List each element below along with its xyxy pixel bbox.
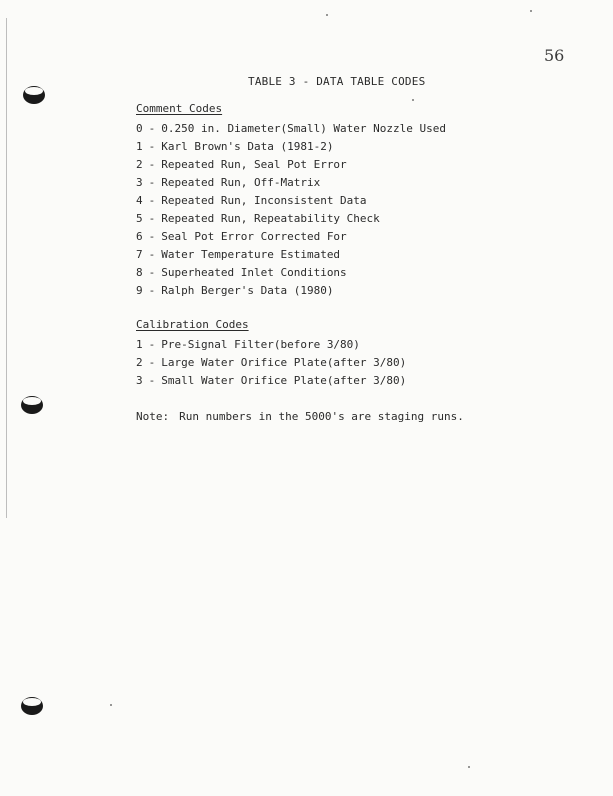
code-number: 1 (136, 338, 143, 351)
code-separator: - (148, 248, 156, 261)
scan-speck (530, 10, 532, 12)
code-number: 1 (136, 140, 143, 153)
code-separator: - (148, 176, 156, 189)
note (136, 410, 464, 423)
calibration-code-row (136, 337, 406, 355)
code-number: 4 (136, 194, 143, 207)
calibration-codes-heading: Calibration Codes (136, 318, 249, 331)
code-separator: - (148, 140, 156, 153)
page-edge-line (6, 18, 7, 518)
page-title: TABLE 3 - DATA TABLE CODES (248, 75, 426, 88)
note-text: Run numbers in the 5000's are staging runs. (179, 410, 464, 423)
code-number: 3 (136, 374, 143, 387)
code-description: Superheated Inlet Conditions (161, 266, 347, 279)
code-separator: - (148, 230, 156, 243)
code-description: Ralph Berger's Data (1980) (161, 284, 334, 297)
comment-code-row (136, 229, 446, 247)
comment-code-row (136, 247, 446, 265)
code-number: 3 (136, 176, 143, 189)
code-description: Seal Pot Error Corrected For (161, 230, 347, 243)
scan-speck (110, 704, 112, 706)
code-number: 5 (136, 212, 143, 225)
code-description: Repeated Run, Off-Matrix (161, 176, 321, 189)
comment-codes-heading: Comment Codes (136, 102, 223, 115)
scan-speck (326, 14, 328, 16)
binder-hole-icon (18, 392, 46, 420)
code-description: Small Water Orifice Plate(after 3/80) (161, 374, 407, 387)
code-description: Repeated Run, Seal Pot Error (161, 158, 347, 171)
comment-code-row (136, 283, 446, 301)
code-number: 9 (136, 284, 143, 297)
code-description: Repeated Run, Repeatability Check (161, 212, 380, 225)
code-separator: - (148, 338, 156, 351)
code-number: 0 (136, 122, 143, 135)
calibration-code-row (136, 355, 406, 373)
code-separator: - (148, 266, 156, 279)
code-description: Pre-Signal Filter(before 3/80) (161, 338, 360, 351)
code-separator: - (148, 374, 156, 387)
comment-code-row (136, 211, 446, 229)
code-number: 2 (136, 158, 143, 171)
code-separator: - (148, 194, 156, 207)
binder-hole-icon (18, 693, 46, 721)
comment-code-row (136, 121, 446, 139)
note-label: Note: (136, 410, 170, 423)
scan-speck (468, 766, 470, 768)
code-description: Water Temperature Estimated (161, 248, 341, 261)
binder-hole-icon (20, 82, 48, 110)
code-description: 0.250 in. Diameter(Small) Water Nozzle Used (161, 122, 447, 135)
code-description: Repeated Run, Inconsistent Data (161, 194, 367, 207)
code-number: 6 (136, 230, 143, 243)
code-separator: - (148, 158, 156, 171)
comment-code-row (136, 175, 446, 193)
code-description: Large Water Orifice Plate(after 3/80) (161, 356, 407, 369)
code-separator: - (148, 356, 156, 369)
comment-code-row (136, 193, 446, 211)
code-number: 8 (136, 266, 143, 279)
code-separator: - (148, 284, 156, 297)
comment-code-row (136, 265, 446, 283)
code-separator: - (148, 212, 156, 225)
code-description: Karl Brown's Data (1981-2) (161, 140, 334, 153)
comment-code-row (136, 157, 446, 175)
page-number: 56 (544, 46, 565, 65)
comment-codes-section (136, 101, 446, 301)
calibration-code-row (136, 373, 406, 391)
code-number: 2 (136, 356, 143, 369)
calibration-codes-section (136, 317, 406, 391)
comment-code-row (136, 139, 446, 157)
code-number: 7 (136, 248, 143, 261)
code-separator: - (148, 122, 156, 135)
